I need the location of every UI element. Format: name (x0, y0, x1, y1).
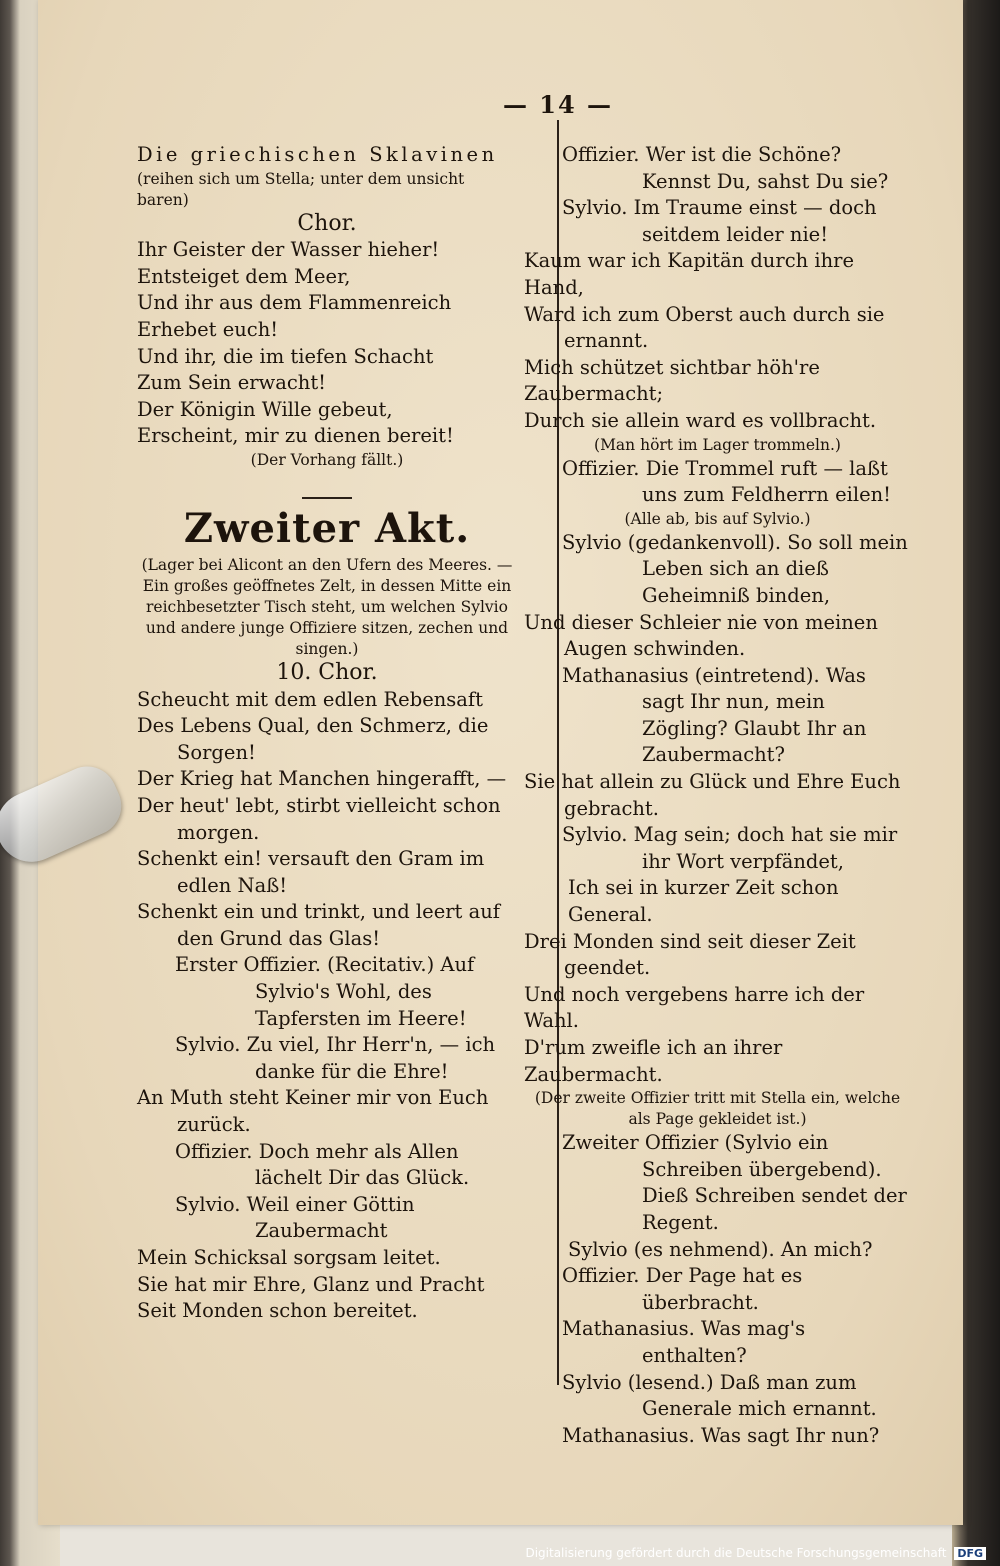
section-heading: Chor. (297, 210, 357, 236)
verse-line: Kaum war ich Kapitän durch ihre Hand, (524, 249, 855, 299)
section-rule (302, 497, 352, 499)
verse-line: D'rum zweifle ich an ihrer Zaubermacht. (524, 1036, 783, 1086)
verse-line: Die griechischen Sklavinen (137, 143, 498, 166)
verse-line: Sylvio. Zu viel, Ihr Herr'n, — ich danke für die Ehre! (175, 1033, 496, 1083)
verse-line: Sylvio. Im Traume einst — doch seitdem leider nie! (562, 196, 877, 246)
stage-direction: (reihen sich um Stella; unter dem unsicht baren) (137, 169, 465, 209)
verse-line: Mathanasius (eintretend). Was sagt Ihr nun, mein Zögling? Glaubt Ihr an Zaubermacht? (562, 663, 867, 767)
verse-line: Und noch vergebens harre ich der Wahl. (524, 982, 865, 1033)
verse-line: Entsteiget dem Meer, (137, 264, 351, 288)
verse-line: Offizier. Die Trommel ruft — laßt uns zum Feldherrn eilen! (562, 456, 892, 507)
verse-line: Seit Monden schon bereitet. (137, 1299, 418, 1323)
verse-line: Erscheint, mir zu dienen bereit! (137, 424, 454, 448)
verse-line: Offizier. Wer ist die Schöne? Kennst Du, sahst Du sie? (562, 143, 889, 193)
left-column (137, 142, 517, 1325)
verse-line: Erhebet euch! (137, 317, 279, 341)
stage-direction: (Man hört im Lager trommeln.) (594, 435, 841, 454)
verse-line: Der Krieg hat Manchen hingerafft, — (137, 767, 507, 791)
verse-line: Der heut' lebt, stirbt vielleicht schon morgen. (137, 793, 501, 844)
verse-line: Sie hat mir Ehre, Glanz und Pracht (137, 1272, 485, 1296)
dfg-logo: DFG (954, 1547, 986, 1560)
verse-line: Drei Monden sind seit dieser Zeit geendet. (524, 929, 856, 980)
verse-line: Sylvio (lesend.) Daß man zum Generale mich ernannt. (562, 1370, 877, 1421)
verse-line: Und dieser Schleier nie von meinen Augen schwinden. (524, 610, 878, 661)
page-number: — 14 — (502, 90, 614, 119)
verse-line: Schenkt ein und trinkt, und leert auf den Grund das Glas! (137, 900, 500, 950)
act-title: Zweiter Akt. (183, 504, 471, 552)
stage-direction: (Lager bei Alicont an den Ufern des Meeres. — Ein großes geöffnetes Zelt, in dessen Mitte ein reichbesetzter Tisch steht, um welchen Sylvio und andere junge Offiziere sitzen, zechen und singen.) (141, 555, 513, 658)
verse-line: Mathanasius. Was mag's enthalten? (562, 1317, 806, 1367)
verse-line: Sylvio. Weil einer Göttin Zaubermacht (175, 1192, 415, 1243)
verse-line: Mathanasius. Was sagt Ihr nun? (562, 1423, 880, 1447)
verse-line: Erster Offizier. (Recitativ.) Auf Sylvio's Wohl, des Tapfersten im Heere! (175, 953, 475, 1030)
verse-line: Sylvio (gedankenvoll). So soll mein Leben sich an dieß Geheimniß binden, (562, 530, 908, 607)
stage-direction: (Alle ab, bis auf Sylvio.) (624, 509, 811, 528)
stage-direction: (Der Vorhang fällt.) (250, 450, 404, 469)
digitization-footer (525, 1546, 986, 1560)
verse-line: Ich sei in kurzer Zeit schon General. (568, 876, 839, 927)
verse-line: Der Königin Wille gebeut, (137, 397, 393, 421)
verse-line: An Muth steht Keiner mir von Euch zurück. (137, 1086, 489, 1137)
stage-direction: (Der zweite Offizier tritt mit Stella ein, welche als Page gekleidet ist.) (534, 1089, 901, 1129)
section-heading: 10. Chor. (276, 659, 378, 685)
verse-line: Offizier. Der Page hat es überbracht. (562, 1264, 803, 1314)
verse-line: Und ihr aus dem Flammenreich (137, 291, 452, 315)
verse-line: Zum Sein erwacht! (137, 371, 327, 395)
verse-line: Schenkt ein! versauft den Gram im edlen Naß! (137, 847, 485, 897)
footer-text: Digitalisierung gefördert durch die Deutsche Forschungsgemeinschaft (525, 1546, 947, 1560)
verse-line: Des Lebens Qual, den Schmerz, die Sorgen! (137, 714, 489, 764)
verse-line: Sie hat allein zu Glück und Ehre Euch gebracht. (524, 770, 901, 820)
verse-line: Zweiter Offizier (Sylvio ein Schreiben übergebend). Dieß Schreiben sendet der Regent. (562, 1131, 907, 1234)
verse-line: Ihr Geister der Wasser hieher! (137, 238, 440, 262)
verse-line: Sylvio. Mag sein; doch hat sie mir ihr Wort verpfändet, (562, 823, 898, 873)
verse-line: Offizier. Doch mehr als Allen lächelt Dir das Glück. (175, 1139, 470, 1190)
verse-line: Scheucht mit dem edlen Rebensaft (137, 687, 483, 711)
verse-line: Mein Schicksal sorgsam leitet. (137, 1246, 441, 1269)
verse-line: Sylvio (es nehmend). An mich? (568, 1237, 873, 1261)
right-column (524, 142, 911, 1449)
verse-line: Und ihr, die im tiefen Schacht (137, 344, 434, 368)
verse-line: Durch sie allein ward es vollbracht. (524, 408, 877, 432)
verse-line: Ward ich zum Oberst auch durch sie ernannt. (524, 302, 885, 353)
verse-line: Mich schützet sichtbar höh're Zaubermacht; (524, 355, 820, 406)
